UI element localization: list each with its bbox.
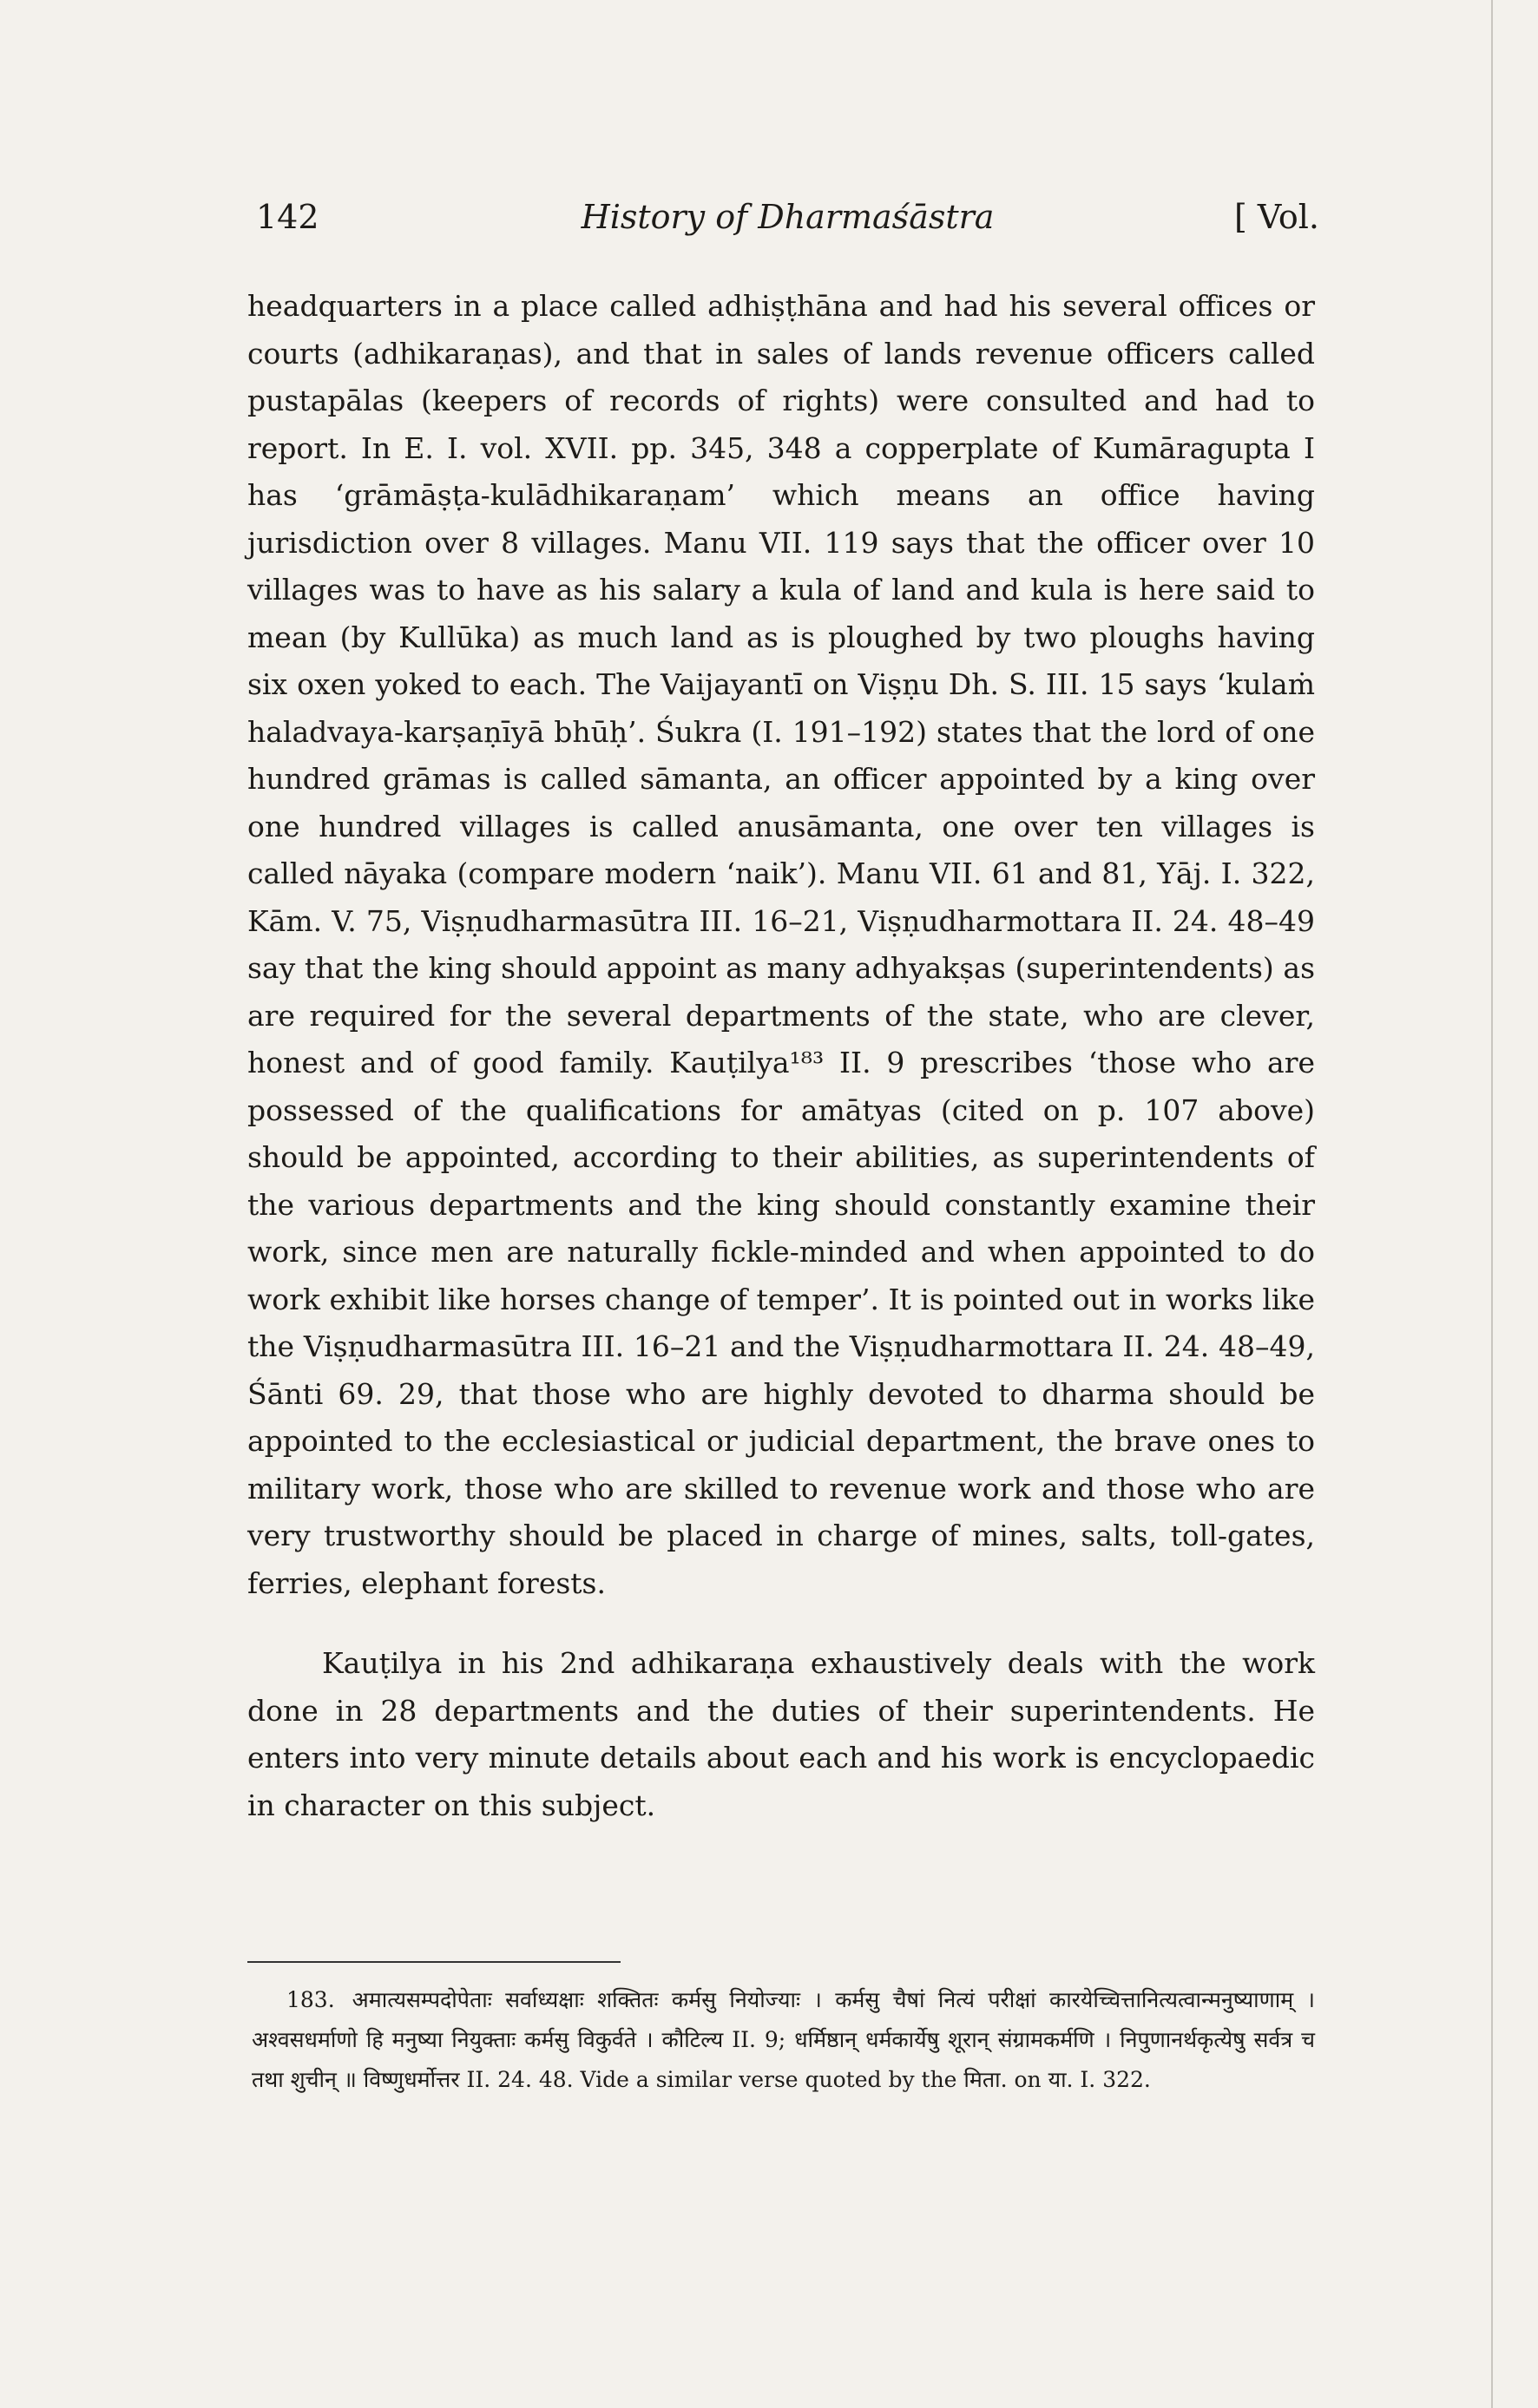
running-title: History of Dharmaśāstra (581, 198, 995, 236)
paragraph-1: headquarters in a place called adhiṣṭhāna and had his several offices or courts (adhikaraṇas), and that in sales of lands revenue officers called pustapālas (keepers of records of rights) were consulted and had to report. In E. I. vol. XVII. pp. 345, 348 a copperplate of Kumāragupta I has ‘grāmāṣṭa-kulādhikaraṇam’ which means an office having jurisdiction over 8 villages. Manu VII. 119 says that the officer over 10 villages was to have as his salary a kula of land and kula is here said to mean (by Kullūka) as much land as is ploughed by two ploughs having six oxen yoked to each. The Vaijayantī on Viṣṇu Dh. S. III. 15 says ‘kulaṁ haladvaya-karṣaṇīyā bhūḥ’. Śukra (I. 191–192) states that the lord of one hundred grāmas is called sāmanta, an officer appointed by a king over one hundred villages is called anusāmanta, one over ten villages is called nāyaka (compare modern ‘naik’). Manu VII. 61 and 81, Yāj. I. 322, Kām. V. 75, Viṣṇudharmasūtra III. 16–21, Viṣṇudharmottara II. 24. 48–49 say that the king should appoint as many adhyakṣas (superintendents) as are required for the several departments of the state, who are clever, honest and of good family. Kauṭilya¹⁸³ II. 9 prescribes ‘those who are possessed of the qualifications for amātyas (cited on p. 107 above) should be appointed, according to their abilities, as superintendents of the various departments and the king should constantly examine their work, since men are naturally fickle-minded and when appointed to do work exhibit like horses change of temper’. It is pointed out in works like the Viṣṇudharmasūtra III. 16–21 and the Viṣṇudharmottara II. 24. 48–49, Śānti 69. 29, that those who are highly devoted to dharma should be appointed to the ecclesiastical or judicial department, the brave ones to military work, those who are skilled to revenue work and those who are very trustworthy should be placed in charge of mines, salts, toll-gates, ferries, elephant forests. (247, 289, 1315, 1600)
page-number: 142 (256, 198, 319, 236)
footnote (252, 1980, 1315, 2100)
paragraph-2: Kauṭilya in his 2nd adhikaraṇa exhaustively deals with the work done in 28 departments and the duties of their superintendents. He enters into very minute details about each and his work is encyclopaedic in character on this subject. (247, 1646, 1315, 1822)
footnote-number: 183. (286, 1987, 335, 2012)
volume-mark: [ Vol. (1234, 198, 1319, 236)
footnote-text: अमात्यसम्पदोपेताः सर्वाध्यक्षाः शक्तितः कर्मसु नियोज्याः । कर्मसु चैषां नित्यं परीक्षां कारयेच्चित्तानित्यत्वान्मनुष्याणाम् । अश्वसधर्माणो हि मनुष्या नियुक्ताः कर्मसु विकुर्वते । कौटिल्य II. 9; धर्मिष्ठान् धर्मकार्येषु शूरान् संग्रामकर्मणि । निपुणानर्थकृत्येषु सर्वत्र च तथा शुचीन् ॥ विष्णुधर्मोत्तर II. 24. 48. Vide a similar verse quoted by the मिता. on या. I. 322. (252, 1987, 1315, 2092)
footnote-divider (247, 1961, 621, 1963)
page-header (256, 198, 1319, 250)
page-edge-rule (1491, 0, 1493, 2408)
main-text (247, 283, 1315, 1829)
